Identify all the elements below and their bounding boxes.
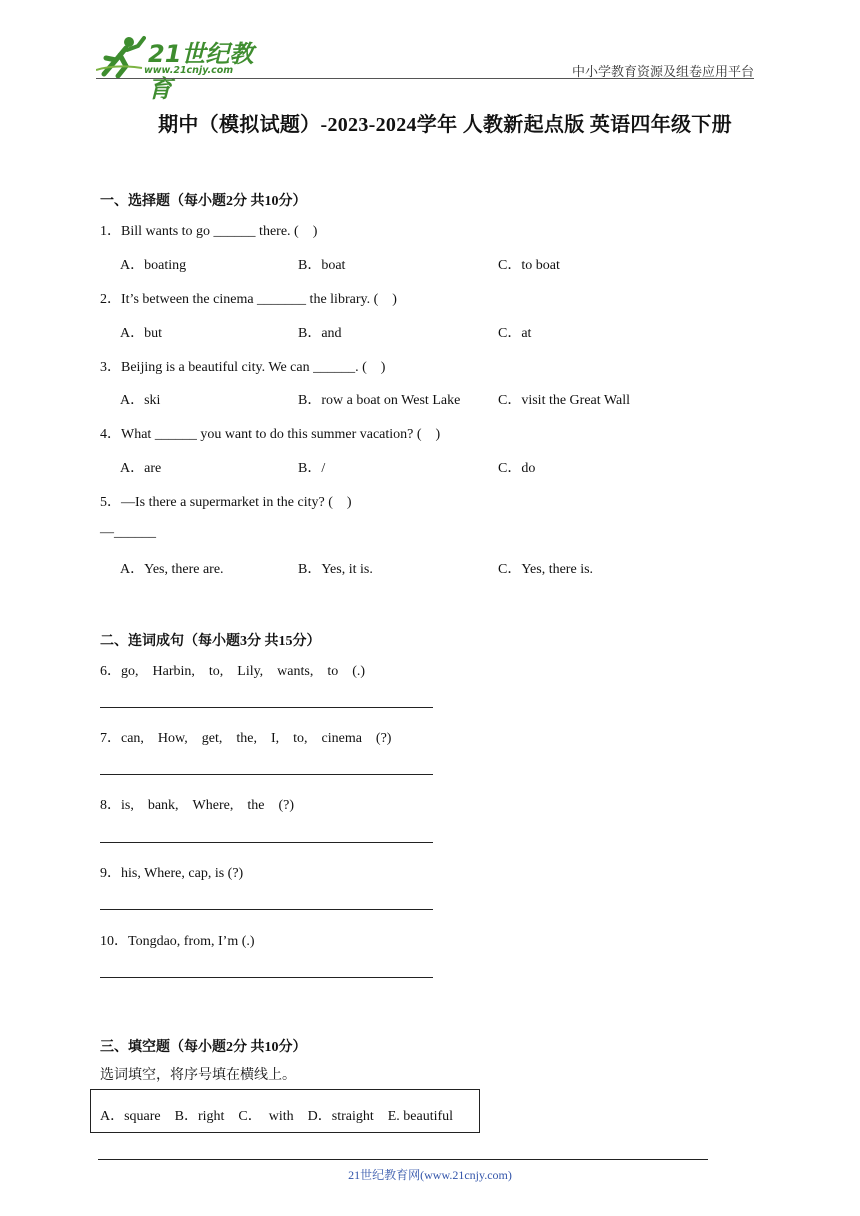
question-5-option-c: C．Yes, there is.	[498, 562, 594, 577]
answer-line-8	[100, 842, 433, 843]
question-1-option-b: B．boat	[298, 258, 346, 273]
question-5-answer-blank: —______	[100, 525, 156, 540]
question-6-stem: 6．go, Harbin, to, Lily, wants, to (.)	[100, 664, 366, 679]
header-divider	[96, 78, 754, 79]
question-9-stem: 9．his, Where, cap, is (?)	[100, 866, 244, 881]
section-3-heading: 三、填空题（每小题2分 共10分）	[100, 1040, 307, 1055]
question-1-option-a: A．boating	[120, 258, 187, 273]
question-2-option-c: C．at	[498, 326, 532, 341]
question-3-option-a: A．ski	[120, 393, 161, 408]
question-4-option-c: C．do	[498, 461, 536, 476]
question-5-stem: 5．—Is there a supermarket in the city? ( )	[100, 495, 352, 510]
question-3-stem: 3．Beijing is a beautiful city. We can ______. ( )	[100, 360, 386, 375]
question-1-option-c: C．to boat	[498, 258, 560, 273]
question-4-option-b: B．/	[298, 461, 326, 476]
logo-url: www.21cnjy.com	[144, 65, 234, 76]
question-4-stem: 4．What ______ you want to do this summer vacation? ( )	[100, 427, 441, 442]
question-5-option-a: A．Yes, there are.	[120, 562, 224, 577]
section-2-heading: 二、连词成句（每小题3分 共15分）	[100, 634, 321, 649]
question-8-stem: 8．is, bank, Where, the (?)	[100, 798, 294, 813]
footer-text: 21世纪教育网(www.21cnjy.com)	[348, 1168, 512, 1182]
site-logo	[96, 34, 266, 103]
answer-line-9	[100, 909, 433, 910]
section-3-instructions: 选词填空，将序号填在横线上。	[100, 1068, 296, 1083]
question-4-option-a: A．are	[120, 461, 162, 476]
question-3-option-b: B．row a boat on West Lake	[298, 393, 461, 408]
section-1-heading: 一、选择题（每小题2分 共10分）	[100, 194, 307, 209]
question-5-option-b: B．Yes, it is.	[298, 562, 373, 577]
word-bank-text: A．square B．right C． with D．straight E. beautiful	[100, 1109, 454, 1124]
question-2-option-a: A．but	[120, 326, 162, 341]
question-2-stem: 2．It’s between the cinema _______ the library. ( )	[100, 292, 397, 307]
footer-divider	[98, 1159, 708, 1160]
question-7-stem: 7．can, How, get, the, I, to, cinema (?)	[100, 731, 392, 746]
answer-line-7	[100, 774, 433, 775]
answer-line-6	[100, 707, 433, 708]
question-1-stem: 1．Bill wants to go ______ there. ( )	[100, 224, 318, 239]
page-title: 期中（模拟试题）-2023-2024学年 人教新起点版 英语四年级下册	[158, 114, 732, 136]
logo-text: 21世纪教育	[148, 40, 254, 103]
header-platform-text: 中小学教育资源及组卷应用平台	[571, 64, 754, 79]
runner-logo-icon	[96, 34, 146, 80]
answer-line-10	[100, 977, 433, 978]
question-3-option-c: C．visit the Great Wall	[498, 393, 630, 408]
question-10-stem: 10．Tongdao, from, I’m (.)	[100, 934, 255, 949]
question-2-option-b: B．and	[298, 326, 342, 341]
